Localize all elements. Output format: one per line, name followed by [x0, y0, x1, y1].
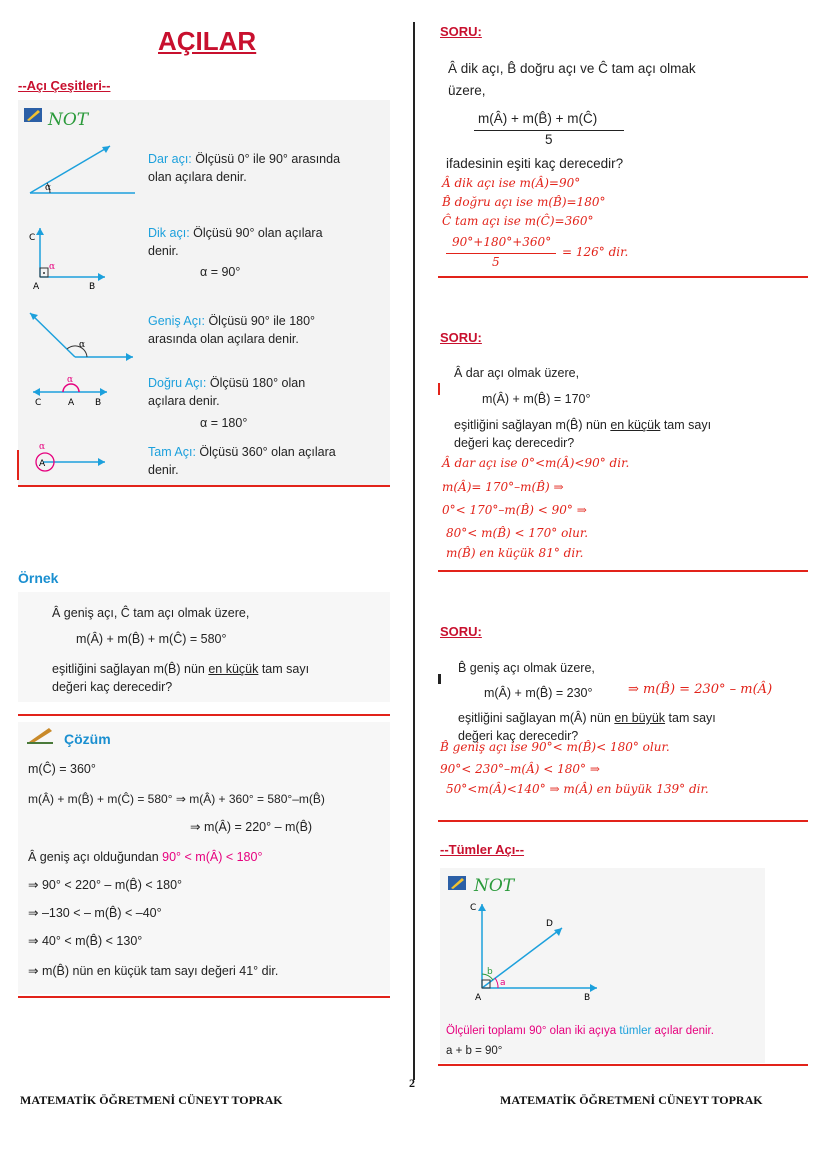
solution-line-1: m(Ĉ) = 360°: [28, 762, 96, 776]
separator-line: [18, 996, 390, 998]
handwritten-line: Ĉ tam açı ise m(Ĉ)=360°: [442, 214, 594, 228]
note-pencil-icon: [448, 876, 466, 890]
example-equation: m(Â) + m(B̂) + m(Ĉ) = 580°: [76, 632, 227, 646]
text: değeri kaç derecedir?: [52, 680, 173, 694]
alpha-label: α: [45, 183, 52, 193]
def-text: Ölçüsü 90° ile 180° arasında olan açılara denir.: [148, 314, 316, 346]
question-3-equation: m(Â) + m(B̂) = 230°: [484, 686, 593, 700]
question-1-line-1: Â dik açı, B̂ doğru açı ve Ĉ tam açı olmak: [448, 61, 696, 76]
tumler-formula: a + b = 90°: [446, 1045, 503, 1057]
text: eşitliğini sağlayan m(B̂) nün: [454, 418, 611, 432]
underlined-text: en küçük: [208, 662, 259, 676]
right-angle-diagram: [25, 222, 140, 297]
question-2-heading: SORU:: [440, 330, 482, 345]
note-label: NOT: [474, 876, 515, 896]
separator-line: [18, 485, 390, 487]
complementary-angle-diagram: [462, 896, 612, 1011]
formula-alpha-90: α = 90°: [200, 265, 241, 279]
handwritten-result: = 126° dir.: [562, 245, 629, 259]
question-3-heading: SORU:: [440, 624, 482, 639]
question-2-question: [454, 416, 804, 452]
def-text: Ölçüsü 360° olan açılara denir.: [148, 445, 336, 477]
separator-line: [438, 570, 808, 572]
example-line-1: Â geniş açı, Ĉ tam açı olmak üzere,: [52, 606, 250, 620]
note-label: NOT: [48, 110, 89, 130]
question-1-fraction-num: m(Â) + m(B̂) + m(Ĉ): [478, 111, 598, 126]
svg-text:B: B: [95, 398, 102, 408]
solution-line-6: ⇒ –130 < – m(B̂) < –40°: [28, 906, 162, 920]
column-divider: [413, 22, 415, 1080]
question-1-fraction-den: 5: [545, 132, 553, 147]
def-dik-aci: [148, 224, 343, 260]
solution-line-3: ⇒ m(Â) = 220° – m(B̂): [190, 820, 313, 834]
handwritten-line: m(Â)= 170°–m(B̂) ⇒: [442, 480, 564, 494]
solution-line-7: ⇒ 40° < m(B̂) < 130°: [28, 934, 143, 948]
handwritten-numerator: 90°+180°+360°: [452, 235, 552, 249]
svg-text:B: B: [89, 282, 96, 292]
handwritten-line: 50°<m(Â)<140° ⇒ m(Â) en büyük 139° dir.: [446, 782, 709, 796]
svg-text:α: α: [67, 375, 74, 385]
page-number: 2: [409, 1076, 415, 1090]
example-question: [52, 660, 352, 696]
question-1-heading: SORU:: [440, 24, 482, 39]
svg-text:A: A: [33, 282, 40, 292]
obtuse-angle-diagram: [25, 305, 140, 370]
question-3-line-1: B̂ geniş açı olmak üzere,: [458, 661, 595, 675]
handwritten-line: Â dar açı ise 0°<m(Â)<90° dir.: [442, 456, 630, 470]
handwritten-line: B̂ geniş açı ise 90°< m(B̂)< 180° olur.: [440, 740, 670, 754]
separator-line: [438, 1064, 808, 1066]
full-angle-diagram: [25, 440, 140, 485]
text: Ölçüleri toplamı 90° olan iki açıya: [446, 1025, 620, 1037]
separator-line: [438, 276, 808, 278]
handwritten-fraction-bar: [446, 253, 556, 254]
section-heading-tumler-aci: --Tümler Açı--: [440, 842, 525, 857]
def-tam-aci: [148, 443, 343, 479]
solution-line-4: [28, 848, 262, 866]
text: tam sayı: [660, 418, 712, 432]
def-label: Dar açı:: [148, 152, 192, 166]
text: eşitliğini sağlayan m(B̂) nün: [52, 662, 209, 676]
margin-mark: [438, 383, 440, 395]
svg-text:A: A: [475, 993, 482, 1003]
question-1-line-2: üzere,: [448, 83, 486, 98]
note-pencil-icon: [24, 108, 42, 122]
def-dar-aci: [148, 150, 343, 186]
question-2-line-1: Â dar açı olmak üzere,: [454, 366, 580, 380]
underlined-text: en büyük: [614, 711, 666, 725]
def-text: Ölçüsü 0° ile 90° arasında olan açılara denir.: [148, 152, 341, 184]
handwritten-line: 0°< 170°–m(B̂) < 90° ⇒: [442, 503, 587, 517]
footer-right: MATEMATİK ÖĞRETMENİ CÜNEYT TOPRAK: [500, 1093, 763, 1107]
solution-line-2: m(Â) + m(B̂) + m(Ĉ) = 580° ⇒ m(Â) + 360° = 580°–m(B̂): [28, 792, 325, 806]
def-label: Dik açı:: [148, 226, 190, 240]
solution-heading: Çözüm: [64, 731, 111, 747]
def-genis-aci: [148, 312, 343, 348]
svg-text:A: A: [68, 398, 75, 408]
text: açılar denir.: [651, 1025, 714, 1037]
svg-text:D: D: [546, 919, 553, 929]
def-dogru-aci: [148, 374, 343, 410]
solution-line-5: ⇒ 90° < 220° – m(B̂) < 180°: [28, 878, 183, 892]
handwritten-line: Â dik açı ise m(Â)=90°: [442, 176, 581, 190]
solution-pen-icon: [27, 726, 53, 744]
footer-left: MATEMATİK ÖĞRETMENİ CÜNEYT TOPRAK: [20, 1093, 283, 1107]
question-1-question: ifadesinin eşiti kaç derecedir?: [446, 156, 624, 171]
text: Â geniş açı olduğundan: [28, 850, 163, 864]
svg-text:α: α: [49, 262, 56, 272]
handwritten-line: m(B̂) en küçük 81° dir.: [446, 546, 584, 560]
acute-angle-diagram: [25, 138, 140, 208]
handwritten-line: 90°< 230°–m(Â) < 180° ⇒: [440, 762, 600, 776]
separator-line: [438, 820, 808, 822]
def-text: Ölçüsü 180° olan açılara denir.: [148, 376, 306, 408]
straight-angle-diagram: [25, 370, 140, 415]
tumler-definition: [446, 1022, 714, 1040]
margin-mark: [438, 674, 441, 684]
separator-line: [18, 714, 390, 716]
solution-line-8: ⇒ m(B̂) nün en küçük tam sayı değeri 41° dir.: [28, 964, 279, 978]
handwritten-inline: ⇒ m(B̂) = 230° – m(Â): [628, 682, 773, 697]
def-label: Tam Açı:: [148, 445, 196, 459]
svg-text:C: C: [35, 398, 42, 408]
svg-text:a: a: [500, 978, 506, 988]
text: değeri kaç derecedir?: [458, 729, 579, 743]
page-title: AÇILAR: [158, 26, 257, 56]
def-text: Ölçüsü 90° olan açılara denir.: [148, 226, 323, 258]
question-2-equation: m(Â) + m(B̂) = 170°: [482, 392, 591, 406]
svg-text:C: C: [29, 233, 36, 243]
def-label: Doğru Açı:: [148, 376, 207, 390]
handwritten-line: B̂ doğru açı ise m(B̂)=180°: [442, 195, 606, 209]
example-heading: Örnek: [18, 570, 59, 586]
text: tam sayı: [665, 711, 716, 725]
handwritten-denominator: 5: [492, 255, 500, 269]
margin-mark: [17, 450, 19, 480]
text: tam sayı: [258, 662, 310, 676]
highlight-text: 90° < m(Â) < 180°: [162, 850, 263, 864]
section-heading-aci-cesitleri: --Açı Çeşitleri--: [18, 78, 111, 93]
formula-alpha-180: α = 180°: [200, 416, 248, 430]
underlined-text: en küçük: [610, 418, 661, 432]
keyword: tümler: [619, 1025, 652, 1037]
svg-text:b: b: [487, 967, 493, 977]
svg-text:α: α: [39, 442, 46, 452]
svg-text:B: B: [584, 993, 591, 1003]
svg-text:α: α: [79, 340, 86, 350]
svg-text:C: C: [470, 903, 477, 913]
def-label: Geniş Açı:: [148, 314, 205, 328]
svg-text:A: A: [39, 459, 46, 469]
handwritten-line: 80°< m(B̂) < 170° olur.: [446, 526, 589, 540]
text: değeri kaç derecedir?: [454, 436, 575, 450]
text: eşitliğini sağlayan m(Â) nün: [458, 711, 615, 725]
